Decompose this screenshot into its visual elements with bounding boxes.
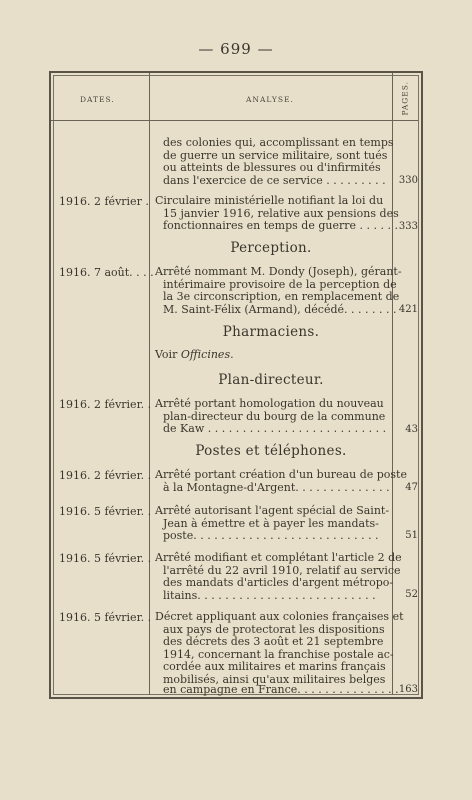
page-number: — 699 — (198, 40, 274, 58)
entry-line: Arrêté portant création d'un bureau de poste (155, 468, 407, 481)
section-heading-perception: Perception. (230, 240, 312, 256)
entry-page: 333 (398, 221, 418, 232)
header-pages: PAGES. (400, 81, 410, 116)
entry-line: ou atteints de blessures ou d'infirmités (163, 161, 381, 175)
entry-line: 1914, concernant la franchise postale ac- (163, 647, 394, 661)
see-also-target: Officines. (180, 348, 234, 361)
entry-line: poste. . . . . . . . . . . . . . . . . . . . . . . . . . . (163, 529, 379, 543)
entry-date: 1916. 5 février. . (59, 611, 152, 624)
entry-line: litains. . . . . . . . . . . . . . . . . . . . . . . . . . (163, 588, 376, 602)
entry-line: fonctionnaires en temps de guerre . . . . . . (163, 219, 398, 233)
entry-line: des colonies qui, accomplissant en temps (163, 136, 394, 149)
entry-date: 1916. 5 février. . (59, 552, 152, 565)
entry-line: aux pays de protectorat les dispositions (163, 622, 385, 636)
entry-line: Circulaire ministérielle notifiant la loi du (155, 194, 384, 207)
header-dates: DATES. (80, 95, 115, 104)
header-divider (51, 120, 418, 121)
entry-page: 163 (398, 684, 418, 695)
entry-line: de guerre un service militaire, sont tués (163, 148, 388, 162)
entry-line: Arrêté nommant M. Dondy (Joseph), gérant- (155, 265, 402, 278)
section-heading-plan-directeur: Plan-directeur. (218, 372, 324, 388)
entry-line: mobilisés, ainsi qu'aux militaires belges (163, 673, 386, 686)
entry-page: 51 (405, 530, 418, 541)
entry-line: des décrets des 3 août et 21 septembre (163, 635, 384, 649)
entry-line: cordée aux militaires et marins français (163, 660, 386, 674)
entry-line: Arrêté autorisant l'agent spécial de Saint- (155, 504, 390, 517)
entry-line: en campagne en France. . . . . . . . . . . . . . . (163, 683, 399, 696)
entry-line: l'arrêté du 22 avril 1910, relatif au service (163, 563, 401, 577)
entry-line: Décret appliquant aux colonies françaises et (155, 610, 404, 623)
entry-page: 52 (405, 589, 418, 600)
entry-line: dans l'exercice de ce service . . . . . . . . . (163, 173, 386, 187)
entry-date: 1916. 5 février. . (59, 505, 152, 518)
entry-line: M. Saint-Félix (Armand), décédé. . . . . . . . (163, 302, 397, 316)
entry-line: Jean à émettre et à payer les mandats- (163, 516, 379, 530)
entry-line: plan-directeur du bourg de la commune (163, 409, 386, 423)
see-also-reference: Voir Officines. (155, 348, 234, 361)
column-divider-pages (392, 73, 393, 695)
entry-line: 15 janvier 1916, relative aux pensions des (163, 206, 399, 220)
entry-line: des mandats d'articles d'argent métropo- (163, 576, 394, 590)
entry-page: 330 (398, 175, 418, 186)
entry-page: 47 (405, 482, 418, 493)
entry-page: 43 (405, 424, 418, 435)
entry-line: la 3e circonscription, en remplacement de (163, 290, 400, 304)
entry-date: 1916. 2 février . (59, 195, 149, 208)
entry-line: intérimaire provisoire de la perception de (163, 277, 397, 291)
entry-line: de Kaw . . . . . . . . . . . . . . . . . . . . . . . . . . (163, 422, 387, 436)
entry-page: 421 (398, 304, 418, 315)
section-heading-pharmaciens: Pharmaciens. (222, 324, 320, 340)
entry-date: 1916. 2 février. . (59, 398, 152, 411)
section-heading-postes: Postes et téléphones. (195, 443, 347, 459)
header-analyse: ANALYSE. (246, 95, 294, 104)
entry-date: 1916. 7 août. . . . (59, 266, 154, 279)
entry-line: Arrêté modifiant et complétant l'article 2 de (155, 551, 402, 564)
entry-line: à la Montagne-d'Argent. . . . . . . . . . . . . . (163, 480, 390, 494)
entry-line: Arrêté portant homologation du nouveau (155, 397, 384, 410)
entry-date: 1916. 2 février. . (59, 469, 152, 482)
